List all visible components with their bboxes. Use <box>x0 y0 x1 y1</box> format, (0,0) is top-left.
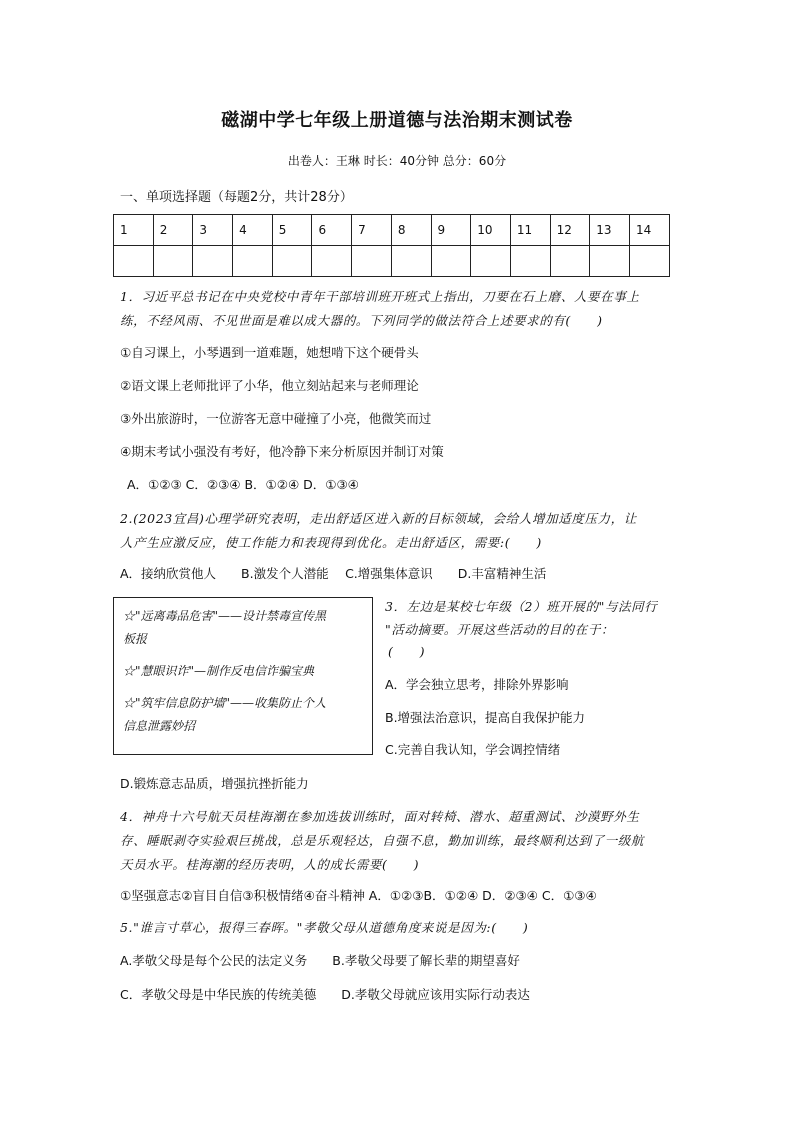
page-title: 磁湖中学七年级上册道德与法治期末测试卷 <box>221 110 573 131</box>
q3-stem-line1: 3．左边是某校七年级（2）班开展的"与法同行 <box>385 599 658 614</box>
section-heading: 一、单项选择题（每题2分，共计28分） <box>120 190 353 205</box>
answer-number-cell: 11 <box>510 215 550 246</box>
q2-stem-line2: 人产生应激反应，使工作能力和表现得到优化。走出舒适区，需要:( ) <box>120 535 542 550</box>
q4-stem-line2: 存、睡眠剥夺实验艰巨挑战，总是乐观轻达，自强不息，勤加训练，最终顺利达到了一级航 <box>120 833 645 848</box>
q3-option-a: A．学会独立思考，排除外界影响 <box>385 677 569 692</box>
exam-meta: 出卷人：王琳 时长：40分钟 总分：60分 <box>287 154 507 168</box>
answer-blank-cell <box>272 246 312 277</box>
q3-option-d: D.锻炼意志品质，增强抗挫折能力 <box>120 776 309 791</box>
answer-table-blank-row <box>114 246 670 277</box>
answer-number-cell: 6 <box>312 215 352 246</box>
answer-blank-cell <box>471 246 511 277</box>
q4-choices: ①坚强意志②盲目自信③积极情绪④奋斗精神 A．①②③B．①②④ D．②③④ C．①③④ <box>120 888 597 903</box>
q4-stem-line3: 天员水平。桂海潮的经历表明，人的成长需要( ) <box>120 857 420 872</box>
answer-blank-cell <box>114 246 154 277</box>
q3-option-b: B.增强法治意识，提高自我保护能力 <box>385 710 586 725</box>
answer-table <box>113 214 670 277</box>
box-line-3: ☆"慧眼识诈"—制作反电信诈骗宝典 <box>123 664 315 678</box>
q1-option-1: ①自习课上，小琴遇到一道难题，她想啃下这个硬骨头 <box>120 345 419 360</box>
answer-blank-cell <box>312 246 352 277</box>
q1-option-2: ②语文课上老师批评了小华，他立刻站起来与老师理论 <box>120 378 419 393</box>
answer-number-cell: 1 <box>114 215 154 246</box>
answer-number-cell: 8 <box>391 215 431 246</box>
q2-choices: A．接纳欣赏他人 B.激发个人潜能 C.增强集体意识 D.丰富精神生活 <box>120 566 547 581</box>
q4-stem-line1: 4．神舟十六号航天员桂海潮在参加选拔训练时，面对转椅、潜水、超重测试、沙漠野外生 <box>120 809 640 824</box>
answer-blank-cell <box>550 246 590 277</box>
answer-blank-cell <box>391 246 431 277</box>
box-line-2: 板报 <box>123 632 148 646</box>
activity-summary-box <box>113 597 373 755</box>
q5-choices-row2: C．孝敬父母是中华民族的传统美德 D.孝敬父母就应该用实际行动表达 <box>120 987 530 1002</box>
answer-number-cell: 7 <box>352 215 392 246</box>
answer-blank-cell <box>590 246 630 277</box>
box-line-5: 信息泄露妙招 <box>123 719 196 733</box>
answer-blank-cell <box>193 246 233 277</box>
answer-number-cell: 2 <box>153 215 193 246</box>
q1-choices: A．①②③ C．②③④ B．①②④ D．①③④ <box>127 477 359 492</box>
answer-blank-cell <box>629 246 669 277</box>
answer-blank-cell <box>233 246 273 277</box>
q1-option-3: ③外出旅游时，一位游客无意中碰撞了小亮，他微笑而过 <box>120 411 432 426</box>
answer-number-cell: 5 <box>272 215 312 246</box>
answer-blank-cell <box>153 246 193 277</box>
q3-stem-line3: ( ) <box>388 644 426 659</box>
q5-stem: 5."谁言寸草心，报得三春晖。"孝敬父母从道德角度来说是因为:( ) <box>120 920 529 935</box>
q2-stem-line1: 2.(2023宜昌)心理学研究表明，走出舒适区进入新的目标领域，会给人增加适度压力，让 <box>120 511 637 526</box>
q1-option-4: ④期末考试小强没有考好，他冷静下来分析原因并制订对策 <box>120 444 444 459</box>
q3-option-c: C.完善自我认知，学会调控情绪 <box>385 742 561 757</box>
answer-number-cell: 13 <box>590 215 630 246</box>
answer-number-cell: 14 <box>629 215 669 246</box>
answer-number-cell: 3 <box>193 215 233 246</box>
answer-table-number-row <box>114 215 670 246</box>
q3-stem-line2: "活动摘要。开展这些活动的目的在于： <box>385 622 615 637</box>
q1-stem-line2: 练，不经风雨、不见世面是难以成大器的。下列同学的做法符合上述要求的有( ) <box>120 313 603 328</box>
answer-blank-cell <box>510 246 550 277</box>
answer-blank-cell <box>352 246 392 277</box>
answer-number-cell: 9 <box>431 215 471 246</box>
answer-number-cell: 10 <box>471 215 511 246</box>
answer-number-cell: 4 <box>233 215 273 246</box>
answer-number-cell: 12 <box>550 215 590 246</box>
box-line-1: ☆"远离毒品危害"——设计禁毒宣传黑 <box>123 609 327 623</box>
box-line-4: ☆"筑牢信息防护墙"——收集防止个人 <box>123 696 327 710</box>
answer-blank-cell <box>431 246 471 277</box>
q1-stem-line1: 1．习近平总书记在中央党校中青年干部培训班开班式上指出，刀要在石上磨、人要在事上 <box>120 289 640 304</box>
q5-choices-row1: A.孝敬父母是每个公民的法定义务 B.孝敬父母要了解长辈的期望喜好 <box>120 953 520 968</box>
